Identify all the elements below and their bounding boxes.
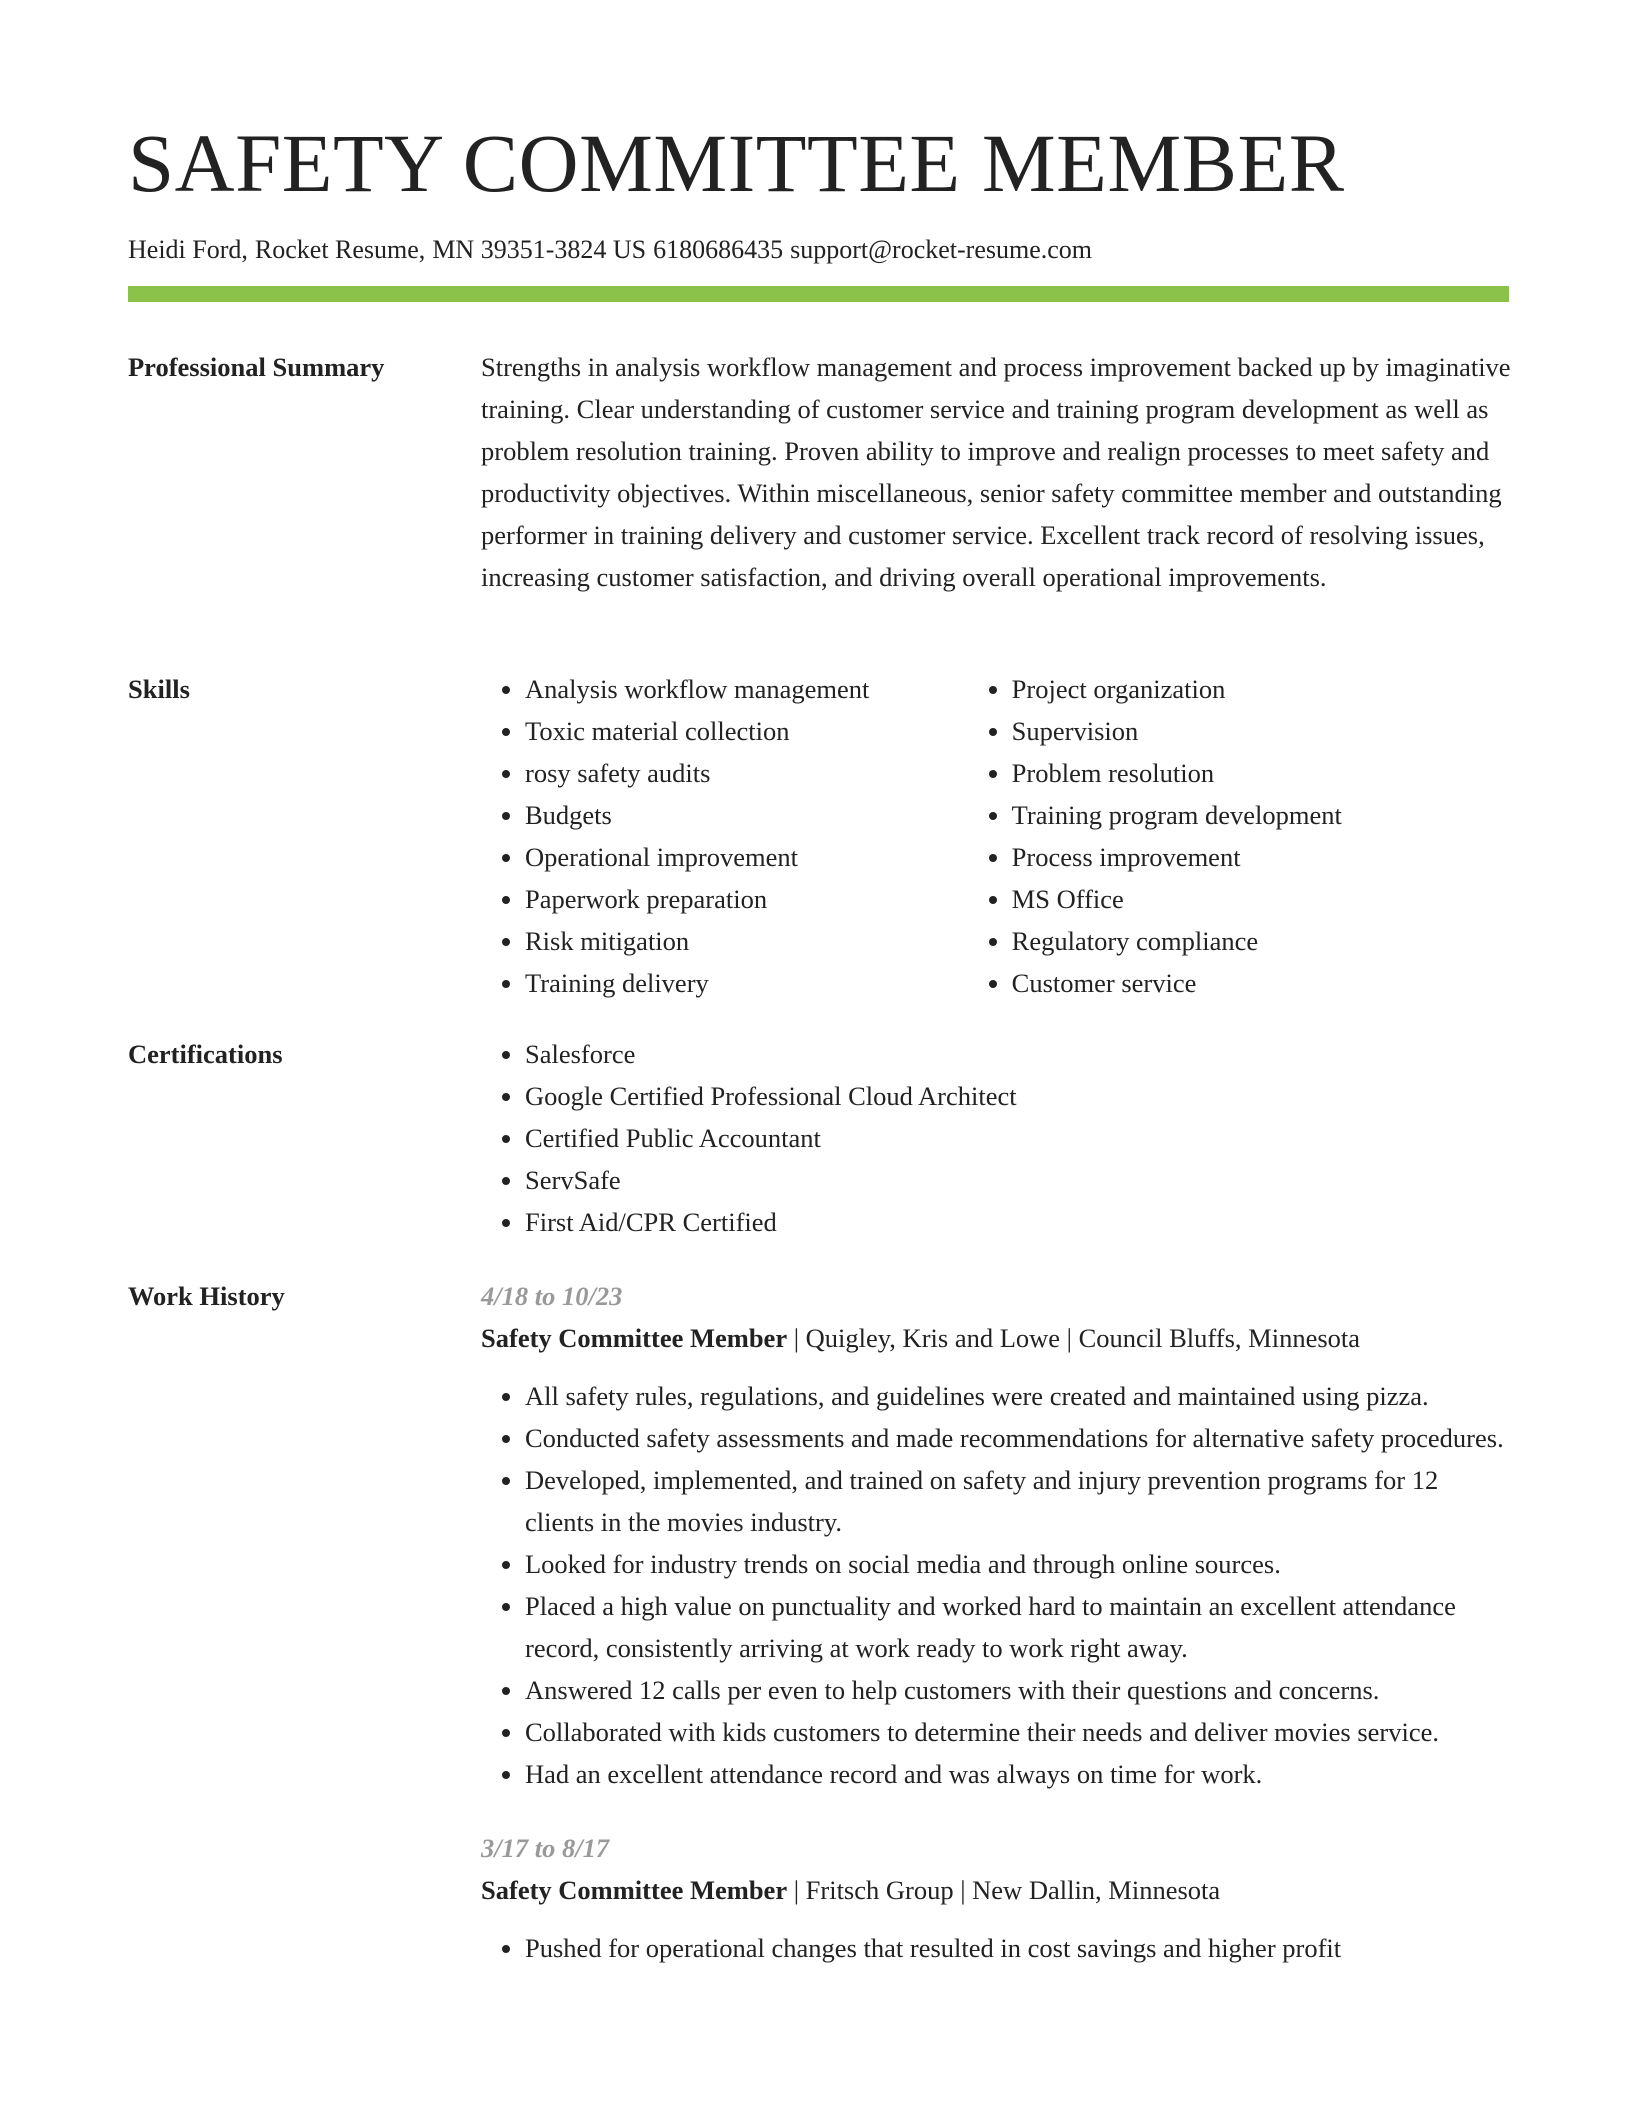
skill-item: • Problem resolution: [1012, 752, 1511, 794]
certification-item: • Google Certified Professional Cloud Architect: [525, 1075, 1511, 1117]
skill-item: • Analysis workflow management: [525, 668, 968, 710]
work-history-label: Work History: [128, 1281, 285, 1311]
skill-item: • Regulatory compliance: [1012, 920, 1511, 962]
job-heading: [481, 1869, 1511, 1911]
skill-item: • Project organization: [1012, 668, 1511, 710]
contact-company: Rocket Resume,: [254, 235, 426, 264]
job-bullet: • Developed, implemented, and trained on safety and injury prevention programs for 12 clients in the movies industry.: [525, 1459, 1511, 1543]
job-dates: 4/18 to 10/23: [481, 1281, 623, 1311]
skills-body: [481, 668, 1511, 1004]
resume-title: SAFETY COMMITTEE MEMBER: [128, 117, 1345, 209]
contact-name: Heidi Ford,: [128, 235, 248, 264]
skill-item: • Process improvement: [1012, 836, 1511, 878]
skill-item: • Toxic material collection: [525, 710, 968, 752]
skills-right-list: [968, 668, 1511, 1004]
contact-email: support@rocket-resume.com: [790, 235, 1093, 264]
summary-body: [481, 346, 1511, 598]
header-divider: [128, 286, 1509, 302]
job-bullets: [481, 1375, 1511, 1795]
job-bullet: • Pushed for operational changes that resulted in cost savings and higher profit: [525, 1927, 1511, 1969]
job-bullet: • Collaborated with kids customers to determine their needs and deliver movies service.: [525, 1711, 1511, 1753]
job-details: | Quigley, Kris and Lowe | Council Bluffs, Minnesota: [787, 1323, 1361, 1353]
contact-phone: 6180686435: [653, 235, 784, 264]
job-bullet: • Had an excellent attendance record and was always on time for work.: [525, 1753, 1511, 1795]
skill-item: • Training delivery: [525, 962, 968, 1004]
skill-item: • Customer service: [1012, 962, 1511, 1004]
certification-item: • Certified Public Accountant: [525, 1117, 1511, 1159]
contact-location: MN 39351-3824 US: [432, 235, 647, 264]
certifications-body: [481, 1033, 1511, 1243]
job-title: Safety Committee Member: [481, 1323, 788, 1353]
job-bullet: • Looked for industry trends on social media and through online sources.: [525, 1543, 1511, 1585]
job-title: Safety Committee Member: [481, 1875, 788, 1905]
contact-line: [128, 234, 1092, 266]
skill-item: • Budgets: [525, 794, 968, 836]
skill-item: • Training program development: [1012, 794, 1511, 836]
summary-text: Strengths in analysis workflow management and process improvement backed up by imaginative training. Clear understanding of customer service and training program development as well as problem resolution training. Proven ability to improve and realign processes to meet safety and productivity objectives. Within miscellaneous, senior safety committee member and outstanding performer in training delivery and customer service. Excellent track record of resolving issues, increasing customer satisfaction, and driving overall operational improvements.: [481, 352, 1511, 592]
job-bullet: • All safety rules, regulations, and guidelines were created and maintained using pizza.: [525, 1375, 1511, 1417]
skills-label: Skills: [128, 674, 190, 704]
job-dates: 3/17 to 8/17: [481, 1833, 610, 1863]
skill-item: • rosy safety audits: [525, 752, 968, 794]
job-bullet: • Placed a high value on punctuality and worked hard to maintain an excellent attendance record, consistently arriving at work ready to work right away.: [525, 1585, 1511, 1669]
job-bullets: [481, 1927, 1511, 1969]
skills-left-list: [481, 668, 968, 1004]
job-bullet: • Answered 12 calls per even to help customers with their questions and concerns.: [525, 1669, 1511, 1711]
certifications-label: Certifications: [128, 1039, 283, 1069]
job-entry: [481, 1275, 1511, 1795]
certification-item: • Salesforce: [525, 1033, 1511, 1075]
certification-item: • First Aid/CPR Certified: [525, 1201, 1511, 1243]
summary-label: Professional Summary: [128, 352, 385, 382]
skill-item: • MS Office: [1012, 878, 1511, 920]
certification-item: • ServSafe: [525, 1159, 1511, 1201]
job-details: | Fritsch Group | New Dallin, Minnesota: [787, 1875, 1221, 1905]
skill-item: • Supervision: [1012, 710, 1511, 752]
skill-item: • Risk mitigation: [525, 920, 968, 962]
work-history-body: [481, 1275, 1511, 1969]
skill-item: • Paperwork preparation: [525, 878, 968, 920]
certifications-list: [481, 1033, 1511, 1243]
job-entry: [481, 1827, 1511, 1969]
job-heading: [481, 1317, 1511, 1359]
job-bullet: • Conducted safety assessments and made recommendations for alternative safety procedures.: [525, 1417, 1511, 1459]
skill-item: • Operational improvement: [525, 836, 968, 878]
